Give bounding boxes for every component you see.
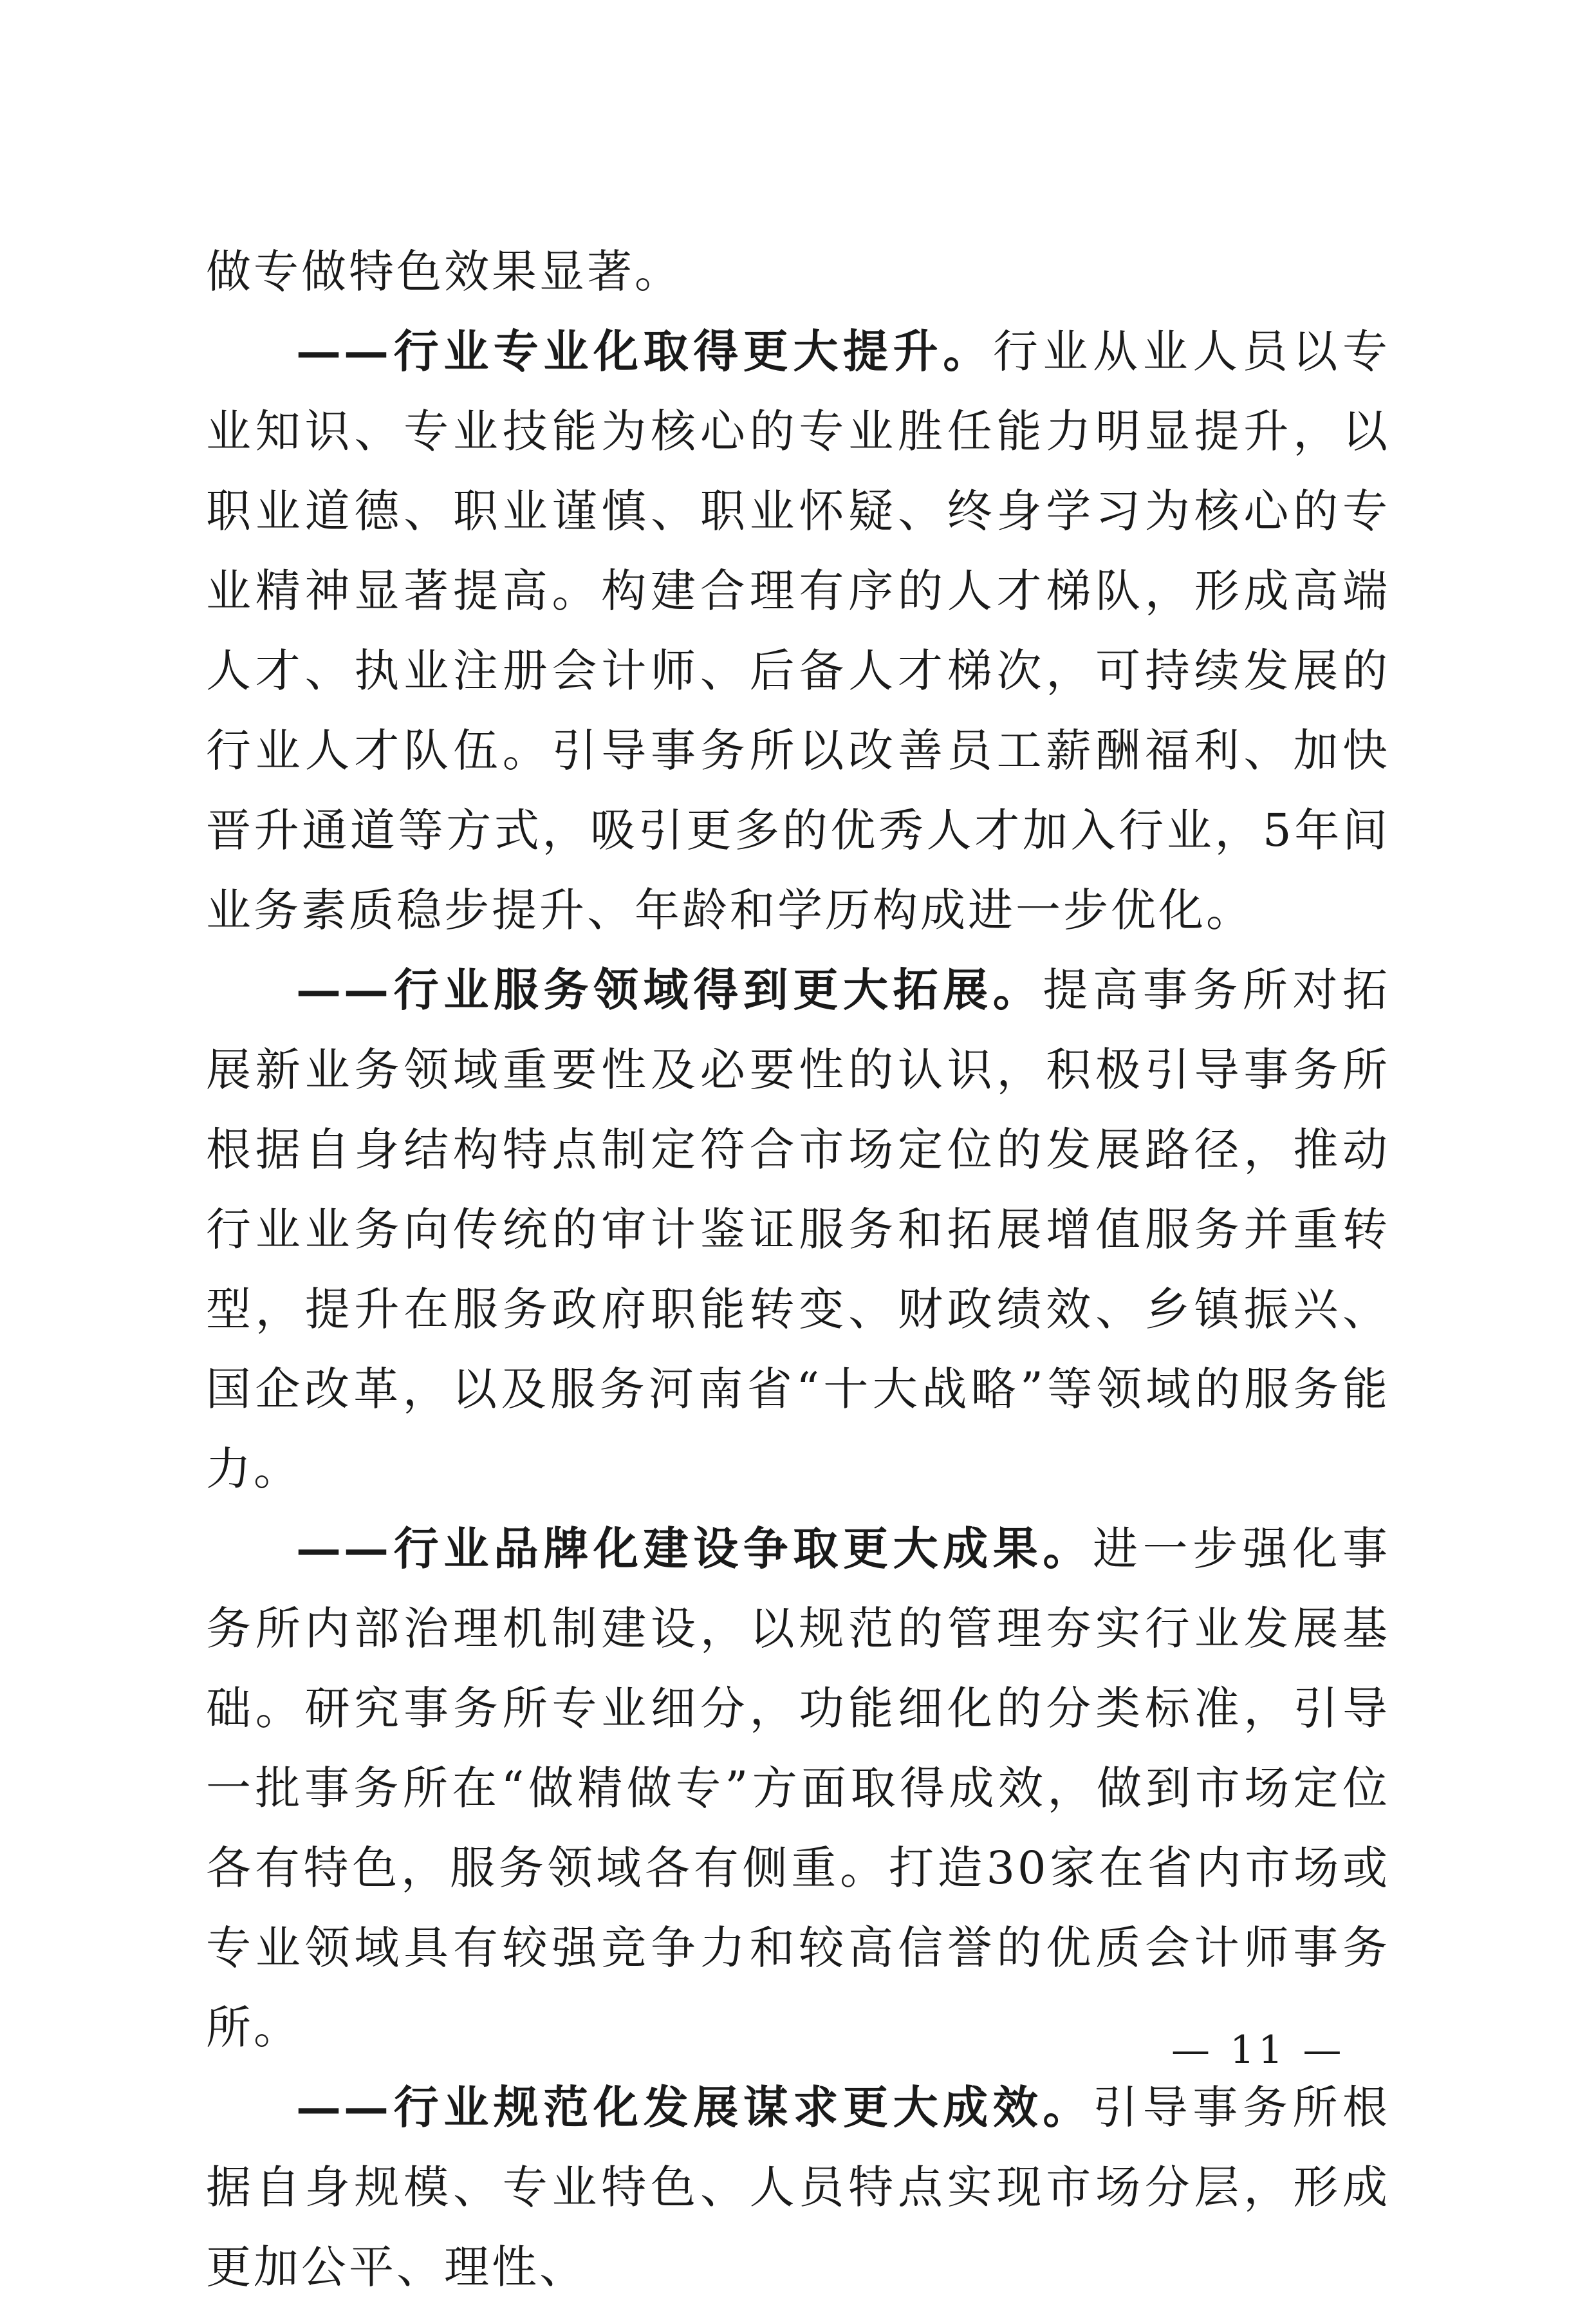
paragraph-text: 行业从业人员以专业知识、专业技能为核心的专业胜任能力明显提升，以职业道德、职业谨慎、职业怀疑、终身学习为核心的专业精神显著提高。构建合理有序的人才梯队，形成高端人才、执业注册会计师、后备人才梯次，可持续发展的行业人才队伍。引导事务所以改善员工薪酬福利、加快晋升通道等方式，吸引更多的优秀人才加入行业，5年间业务素质稳步提升、年龄和学历构成进一步优化。 [206,325,1391,937]
page-number: — 11 — [1171,2028,1346,2073]
paragraph-text: 做专做特色效果显著。 [206,245,682,298]
paragraph-lead: ——行业规范化发展谋求更大成效。 [296,2080,1093,2134]
paragraph-lead: ——行业品牌化建设争取更大成果。 [296,1522,1093,1575]
document-body [206,232,1390,2307]
paragraph-lead: ——行业专业化取得更大提升。 [296,324,993,378]
paragraph-text: 提高事务所对拓展新业务领域重要性及必要性的认识，积极引导事务所根据自身结构特点制定符合市场定位的发展路径，推动行业业务向传统的审计鉴证服务和拓展增值服务并重转型，提升在服务政府职能转变、财政绩效、乡镇振兴、国企改革，以及服务河南省“十大战略”等领域的服务能力。 [206,964,1391,1495]
paragraph-branding [206,1509,1390,2068]
paragraph-service-expansion [206,950,1390,1509]
paragraph-standardization [206,2068,1390,2307]
paragraph-text: 引导事务所根据自身规模、专业特色、人员特点实现市场分层，形成更加公平、理性、 [206,2081,1390,2293]
paragraph-lead: ——行业服务领域得到更大拓展。 [296,963,1043,1016]
paragraph-professionalization [206,312,1390,950]
paragraph-continuation [206,232,1390,312]
paragraph-text: 进一步强化事务所内部治理机制建设，以规范的管理夯实行业发展基础。研究事务所专业细分，功能细化的分类标准，引导一批事务所在“做精做专”方面取得成效，做到市场定位各有特色，服务领域各有侧重。打造30家在省内市场或专业领域具有较强竞争力和较高信誉的优质会计师事务所。 [206,1522,1390,2054]
